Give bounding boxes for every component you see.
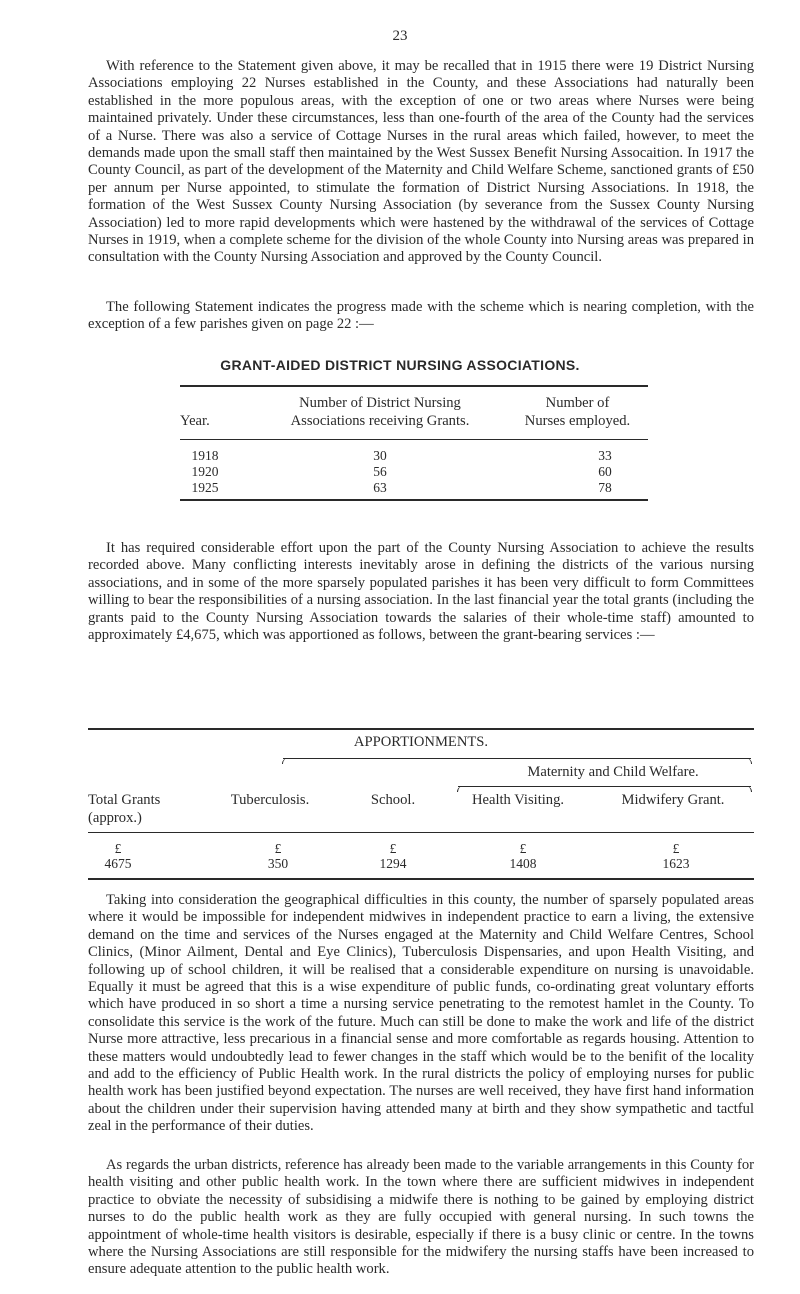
row-1925-nurses: 78 [598, 480, 612, 495]
school-currency: £ [389, 841, 397, 856]
maternity-group-header: Maternity and Child Welfare. [527, 764, 699, 780]
paragraph-grants-apportioned: It has required considerable effort upon the part of the County Nursing Association to achieve the results recorded above. Many conflicting interests inevitably arose in defining the districts of the various nursing associations, and in some of the more sparsely populated parishes it has been very difficult to form Committees willing to bear the responsibilities of a nursing association. In the last financial year the total grants (including the grants paid to the County Nursing Association towards the salaries of their whole-time staff) amounted to approximately £4,675, which was apportioned as follows, between the grant-bearing services :— [88, 540, 754, 644]
tuberculosis-currency: £ [274, 841, 282, 856]
apportionments-header-rule [88, 832, 754, 833]
header-rule [180, 439, 648, 440]
header-school: School. [370, 792, 416, 808]
row-1925-year: 1925 [191, 480, 219, 495]
header-associations-line2: Associations receiving Grants. [290, 413, 470, 429]
midwifery-value: 1623 [662, 856, 690, 871]
paragraph-statement-intro: The following Statement indicates the progress made with the scheme which is nearing completion, with the exception of a few parishes given on page 22 :— [88, 299, 754, 333]
page-number: 23 [392, 28, 408, 44]
apportionments-table [88, 728, 754, 873]
health-visiting-value: 1408 [509, 856, 537, 871]
header-nurses-line2: Nurses employed. [524, 413, 631, 429]
paragraph-urban-districts: As regards the urban districts, reference has already been made to the variable arrangements in this County for health visiting and other public health work. In the town where there are sufficient midwives in independent practice to obviate the necessity of subsidising a midwife there is nothing to be gained by employing district nurses to do the public health work as they are fully occupied with general nursing. In such towns the appointment of whole-time health visitors is desirable, especially if there is a busy clinic or centre. In the towns where the Nursing Associations are still responsible for the midwifery the nursing staffs have been increased to ensure adequate attention to the public health work. [88, 1157, 754, 1278]
row-1925-associations: 63 [373, 480, 387, 495]
header-total-approx: (approx.) [88, 810, 142, 826]
school-value: 1294 [379, 856, 407, 871]
row-1918-year: 1918 [191, 448, 219, 463]
total-value: 4675 [104, 856, 132, 871]
paragraph-1915-history: With reference to the Statement given above, it may be recalled that in 1915 there were 19 District Nursing Associations employing 22 Nurses established in the County, and these Associations had naturally been established in the more populous areas, with the exception of one or two areas where Nurses were being maintained privately. Under these circumstances, less than one-fourth of the area of the County had the services of a Nurse. There was also a service of Cottage Nurses in the rural areas which failed, however, to meet the demands made upon the small staff then maintained by the West Sussex Benefit Nursing Assocaition. In 1917 the County Council, as part of the development of the Maternity and Child Welfare Scheme, sanctioned grants of £50 per annum per Nurse appointed, to stimulate the formation of District Nursing Associations. In 1918, the formation of the West Sussex County Nursing Association (by severance from the Sussex County Nursing Association) led to more rapid developments which were hastened by the withdrawal of the services of Cottage Nurses in 1919, when a complete scheme for the division of the whole County into Nursing areas was prepared in consultation with the County Nursing Association and approved by the County Council. [88, 58, 754, 266]
midwifery-currency: £ [672, 841, 680, 856]
header-tuberculosis: Tuberculosis. [230, 792, 310, 808]
header-health-visiting: Health Visiting. [471, 792, 565, 808]
grant-table-title: GRANT-AIDED DISTRICT NURSING ASSOCIATIONS. [220, 357, 580, 373]
row-1920-associations: 56 [373, 464, 387, 479]
header-total-grants: Total Grants [88, 792, 161, 808]
row-1918-nurses: 33 [598, 448, 612, 463]
tuberculosis-value: 350 [267, 856, 289, 871]
apportionments-top-rule [88, 728, 754, 730]
apportionments-bottom-rule [88, 878, 754, 880]
total-currency: £ [114, 841, 122, 856]
health-visiting-currency: £ [519, 841, 527, 856]
row-1920-nurses: 60 [598, 464, 612, 479]
grant-aided-associations-table [180, 385, 648, 530]
table-bottom-rule [180, 499, 648, 501]
header-midwifery-grant: Midwifery Grant. [621, 792, 725, 808]
table-top-rule [180, 385, 648, 387]
header-nurses-line1: Number of [545, 395, 610, 411]
row-1920-year: 1920 [191, 464, 219, 479]
row-1918-associations: 30 [373, 448, 387, 463]
paragraph-geographical-difficulties: Taking into consideration the geographical difficulties in this county, the number of sparsely populated areas where it would be impossible for independent midwives in independent practice to earn a living, the extensive demand on the time and services of the Nurses engaged at the Maternity and Child Welfare Centres, School Clinics, (Minor Ailment, Dental and Eye Clinics), Tuberculosis Dispensaries, and upon Health Visiting, and following up of school children, it will be realised that a considerable expenditure on nursing is unavoidable. Equally it must be agreed that this is a wise expenditure of public funds, co-ordinating great voluntary efforts which have produced in so short a time a nursing service penetrating to the remotest hamlet in the County. To consolidate this service is the work of the future. Much can still be done to make the work and life of the district Nurse more attractive, less precarious in a financial sense and more comfortable as regards housing. Attention to these matters would undoubtedly lead to fewer changes in the staff which would be to the benifit of the locality and add to the efficiency of Public Health work. In the rural districts the policy of employing nurses for public health work has been justified beyond expectation. The nurses are well received, they have first hand information about the children under their supervision having attended many at birth and they show sympathetic and tactful zeal in the performance of their duties. [88, 892, 754, 1135]
header-associations-line1: Number of District Nursing [299, 395, 461, 411]
apportionments-title: APPORTIONMENTS. [353, 734, 489, 750]
header-year: Year. [180, 413, 210, 429]
